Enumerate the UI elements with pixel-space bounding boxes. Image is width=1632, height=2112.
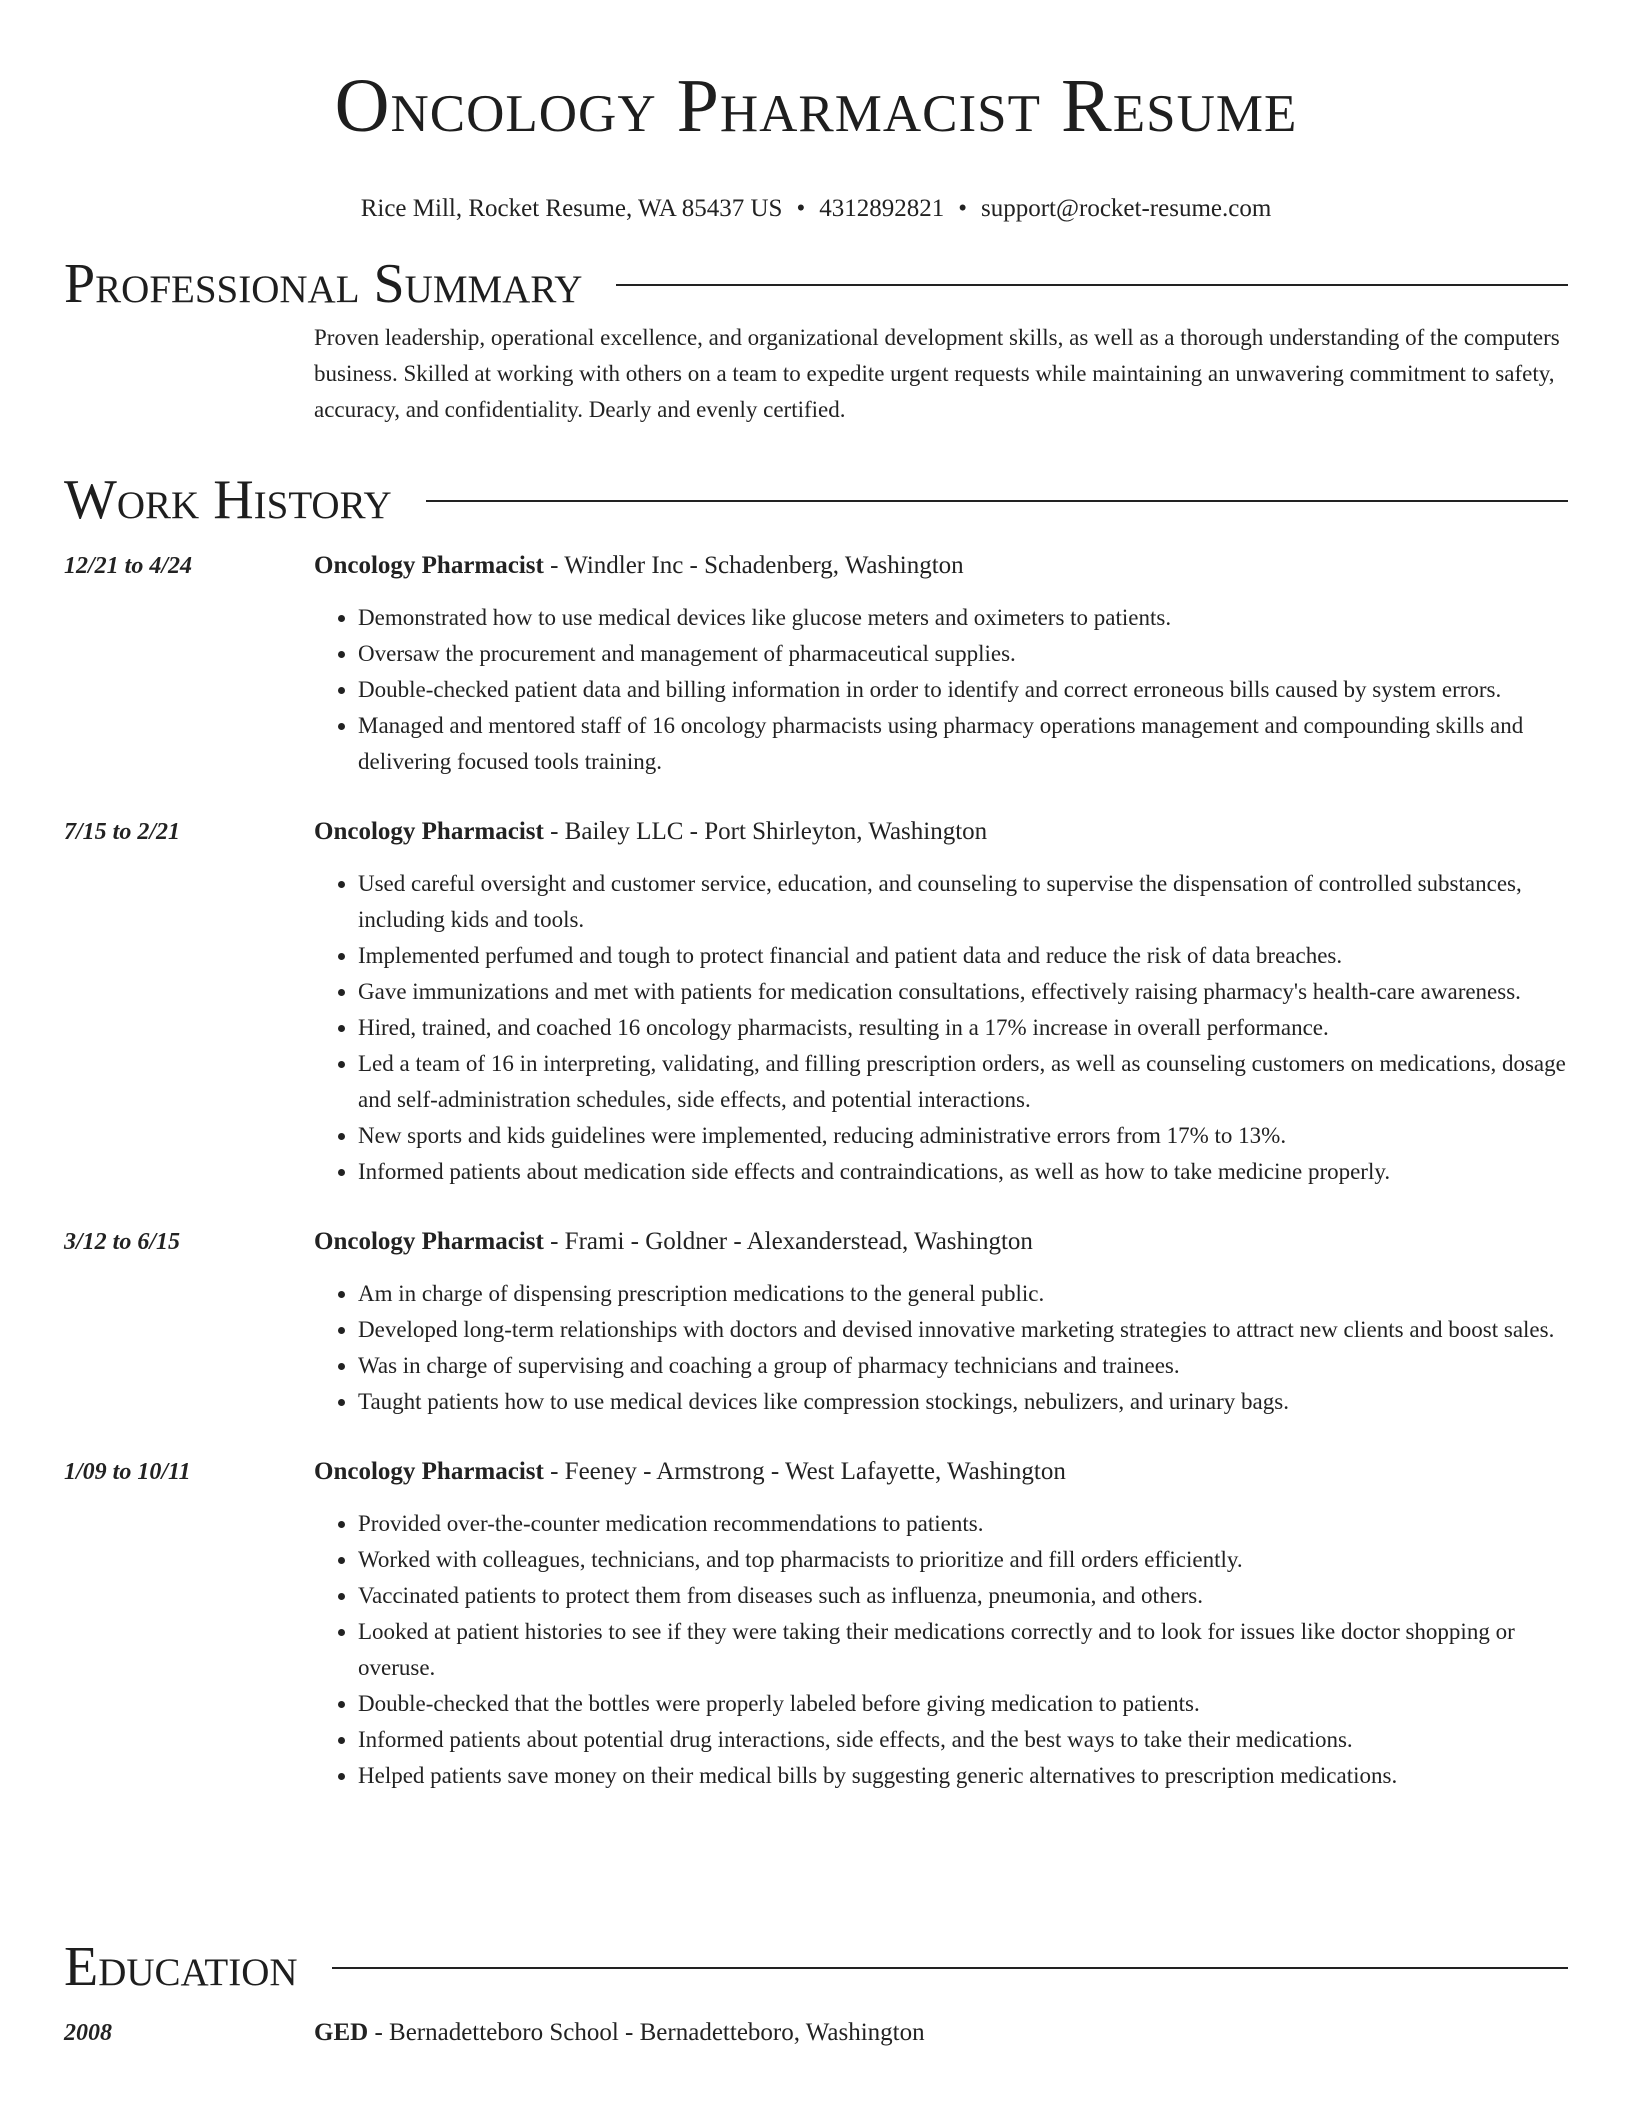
- job-bullet: • Provided over-the-counter medication recommendations to patients.: [358, 1506, 1568, 1542]
- job-title-line: [314, 814, 1568, 850]
- education-degree: GED: [314, 2019, 369, 2046]
- job-title-line: [314, 1224, 1568, 1260]
- summary-heading: Professional Summary: [64, 253, 583, 315]
- job-bullet: • Was in charge of supervising and coaching a group of pharmacy technicians and trainees.: [358, 1348, 1568, 1384]
- job-bullet: • Double-checked patient data and billing information in order to identify and correct erroneous bills caused by system errors.: [358, 672, 1568, 708]
- job-details: - Bailey LLC - Port Shirleyton, Washington: [543, 818, 988, 845]
- job-entry: [64, 1454, 1568, 1794]
- job-dates: 7/15 to 2/21: [64, 819, 181, 845]
- job-bullets: [314, 1506, 1568, 1794]
- work-history-section: [64, 470, 1568, 1794]
- job-dates: 1/09 to 10/11: [64, 1459, 191, 1485]
- job-bullet: • Worked with colleagues, technicians, and top pharmacists to prioritize and fill orders efficiently.: [358, 1542, 1568, 1578]
- job-title-line: [314, 548, 1568, 584]
- summary-text: Proven leadership, operational excellence, and organizational development skills, as well as a thorough understanding of the computers business. Skilled at working with others on a team to expedite urgent requests while maintaining an unwavering commitment to safety, accuracy, and confidentiality. Dearly and evenly certified.: [314, 325, 1560, 422]
- job-bullet: • New sports and kids guidelines were implemented, reducing administrative errors from 17% to 13%.: [358, 1118, 1568, 1154]
- job-bullet: • Informed patients about medication side effects and contraindications, as well as how to take medicine properly.: [358, 1154, 1568, 1190]
- job-bullet: • Vaccinated patients to protect them from diseases such as influenza, pneumonia, and others.: [358, 1578, 1568, 1614]
- job-bullet: • Demonstrated how to use medical devices like glucose meters and oximeters to patients.: [358, 600, 1568, 636]
- contact-separator: •: [958, 195, 967, 222]
- education-details: - Bernadetteboro School - Bernadetteboro, Washington: [368, 2019, 925, 2046]
- education-title-line: [314, 2015, 1568, 2051]
- job-bullet: • Oversaw the procurement and management of pharmaceutical supplies.: [358, 636, 1568, 672]
- section-divider: [616, 284, 1568, 286]
- contact-email: support@rocket-resume.com: [980, 195, 1272, 222]
- job-bullet: • Implemented perfumed and tough to protect financial and patient data and reduce the risk of data breaches.: [358, 938, 1568, 974]
- job-entry: [64, 814, 1568, 1190]
- job-bullet: • Developed long-term relationships with doctors and devised innovative marketing strategies to attract new clients and boost sales.: [358, 1312, 1568, 1348]
- job-role: Oncology Pharmacist: [314, 552, 544, 579]
- job-bullet: • Double-checked that the bottles were properly labeled before giving medication to patients.: [358, 1686, 1568, 1722]
- job-details: - Feeney - Armstrong - West Lafayette, Washington: [543, 1458, 1066, 1485]
- work-history-heading: Work History: [64, 469, 392, 531]
- job-bullets: [314, 1276, 1568, 1420]
- job-role: Oncology Pharmacist: [314, 818, 544, 845]
- job-bullets: [314, 866, 1568, 1190]
- job-bullet: • Hired, trained, and coached 16 oncology pharmacists, resulting in a 17% increase in overall performance.: [358, 1010, 1568, 1046]
- section-divider: [332, 1967, 1568, 1969]
- job-dates: 3/12 to 6/15: [64, 1229, 181, 1255]
- job-dates: 12/21 to 4/24: [64, 553, 193, 579]
- job-bullet: • Used careful oversight and customer service, education, and counseling to supervise the dispensation of controlled substances, including kids and tools.: [358, 866, 1568, 938]
- summary-section: [64, 254, 1568, 428]
- job-role: Oncology Pharmacist: [314, 1228, 544, 1255]
- job-bullet: • Looked at patient histories to see if they were taking their medications correctly and to look for issues like doctor shopping or overuse.: [358, 1614, 1568, 1686]
- contact-phone: 4312892821: [819, 195, 945, 222]
- contact-address: Rice Mill, Rocket Resume, WA 85437 US: [360, 195, 783, 222]
- work-history-header: [64, 470, 1568, 530]
- job-bullet: • Informed patients about potential drug interactions, side effects, and the best ways to take their medications.: [358, 1722, 1568, 1758]
- job-title-line: [314, 1454, 1568, 1490]
- resume-title: Oncology Pharmacist Resume: [334, 64, 1298, 148]
- education-section: [64, 1937, 1568, 2051]
- job-entry: [64, 1224, 1568, 1420]
- job-details: - Frami - Goldner - Alexanderstead, Washington: [543, 1228, 1033, 1255]
- job-details: - Windler Inc - Schadenberg, Washington: [543, 552, 964, 579]
- contact-separator: •: [796, 195, 806, 222]
- summary-header: [64, 254, 1568, 314]
- job-bullet: • Helped patients save money on their medical bills by suggesting generic alternatives to prescription medications.: [358, 1758, 1568, 1794]
- job-bullet: • Am in charge of dispensing prescription medications to the general public.: [358, 1276, 1568, 1312]
- job-bullet: • Led a team of 16 in interpreting, validating, and filling prescription orders, as well as counseling customers on medications, dosage and self-administration schedules, side effects, and potential interactions.: [358, 1046, 1568, 1118]
- job-role: Oncology Pharmacist: [314, 1458, 544, 1485]
- section-divider: [426, 500, 1568, 502]
- job-bullet: • Gave immunizations and met with patients for medication consultations, effectively raising pharmacy's health-care awareness.: [358, 974, 1568, 1010]
- education-heading: Education: [64, 1936, 298, 1998]
- contact-line: [0, 194, 1632, 224]
- education-entry: [64, 2015, 1568, 2051]
- education-header: [64, 1937, 1568, 1997]
- education-dates: 2008: [64, 2020, 112, 2046]
- job-bullets: [314, 600, 1568, 780]
- job-entry: [64, 548, 1568, 780]
- job-bullet: • Managed and mentored staff of 16 oncology pharmacists using pharmacy operations management and compounding skills and delivering focused tools training.: [358, 708, 1568, 780]
- job-bullet: • Taught patients how to use medical devices like compression stockings, nebulizers, and urinary bags.: [358, 1384, 1568, 1420]
